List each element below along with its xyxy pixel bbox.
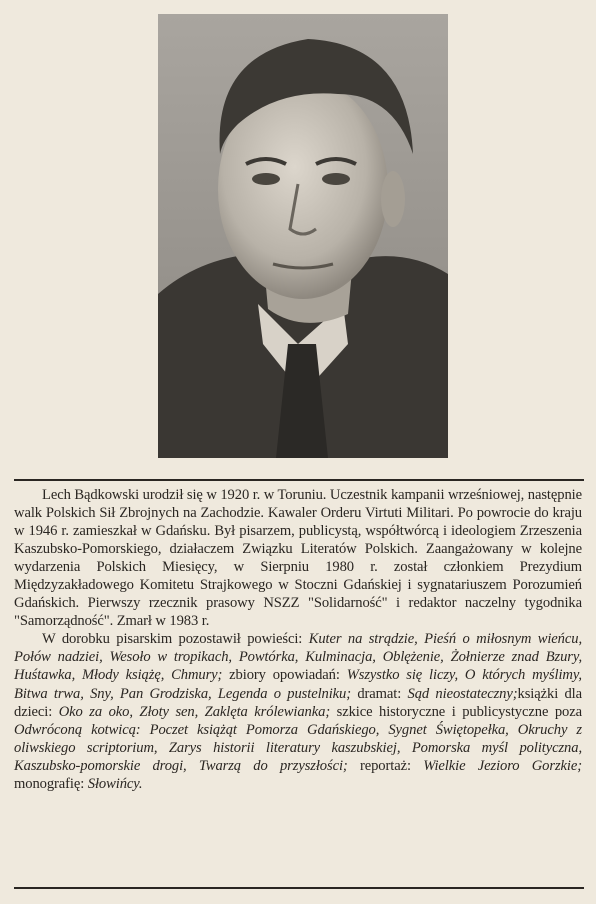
reportage-label: reportaż: xyxy=(347,757,424,774)
children-label: książki dla dzieci: xyxy=(14,685,583,720)
bio-paragraph-2 xyxy=(14,630,582,792)
drama-label: dramat: xyxy=(351,685,408,702)
portrait-photo xyxy=(158,14,448,458)
top-rule xyxy=(14,479,584,481)
monograph-title: Słowińcy. xyxy=(87,775,143,792)
bio-paragraph-1: Lech Bądkowski urodził się w 1920 r. w Toruniu. Uczestnik kampanii wrześniowej, następnie walk Polskich Sił Zbrojnych na Zachodzie. Kawaler Orderu Virtuti Militari. Po powrocie do kraju w 1946 r. zamieszkał w Gdańsku. Był pisarzem, publicystą, współtwórcą i ideologiem Zrzeszenia Kaszubsko-Pomorskiego, działaczem Związku Literatów Polskich. Zaangażowany w kolejne wydarzenia Polskich Miesięcy, w Sierpniu 1980 r. został członkiem Prezydium Międzyzakładowego Komitetu Strajkowego w Stoczni Gdańskiej i sygnatariuszem Porozumień Gdańskich. Pierwszy rzecznik prasowy NSZZ "Solidarność" i redaktor naczelny tygodnika "Samorządność". Zmarł w 1983 r. xyxy=(14,487,582,630)
children-list: Oko za oko, Złoty sen, Zaklęta królewianka; xyxy=(58,703,331,720)
monograph-label: monografię: xyxy=(14,775,88,792)
stories-list: Wszystko się liczy, O których myślimy, Bitwa trwa, Sny, Pan Grodziska, Legenda o pustelniku; xyxy=(14,667,582,702)
reportage-title: Wielkie Jezioro Gorzkie; xyxy=(423,757,583,774)
essays-list: Odwróconą kotwicą: Poczet książąt Pomorza Gdańskiego, Sygnet Świętopełka, Okruchy z oliwskiego scriptorium, Zarys historii literatury kaszubskiej, Pomorska myśl polityczna, Kaszubsko-pomorskie drogi, Twarzą do przyszłości; xyxy=(14,721,582,774)
novels-list: Kuter na strądzie, Pieśń o miłosnym wieńcu, Połów nadziei, Wesoło w tropikach, Powtórka, Kulminacja, Oblężenie, Żołnierze znad Bzury, Huśtawka, Młody książę, Chmury; xyxy=(14,631,583,684)
essays-label: szkice historyczne i publicystyczne poza xyxy=(330,703,583,720)
author-portrait xyxy=(158,14,448,458)
drama-title: Sąd nieostateczny; xyxy=(407,685,518,702)
bottom-rule xyxy=(14,887,584,889)
stories-label: zbiory opowiadań: xyxy=(222,667,347,684)
biography-text xyxy=(14,486,582,793)
works-intro: W dorobku pisarskim pozostawił powieści: xyxy=(42,631,309,648)
